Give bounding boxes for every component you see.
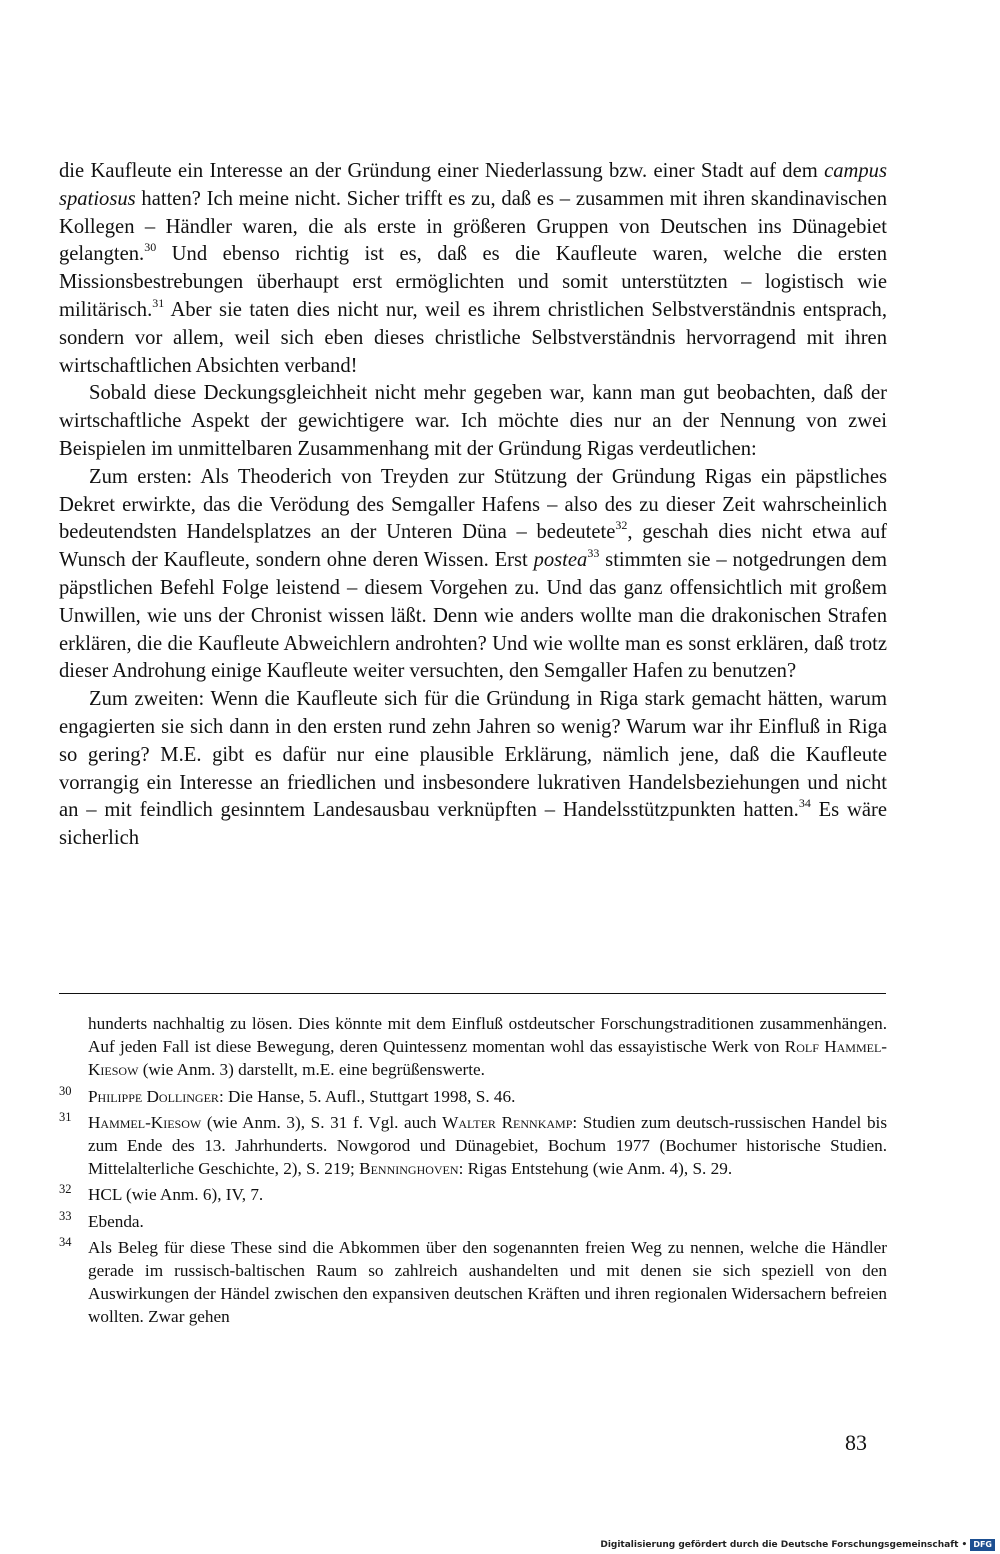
text-segment: Zum ersten: Als Theoderich von Treyden zur Stützung der Gründung Rigas ein päpstliches Dekret erwirkte, das die Verödung des Semgaller Hafens – also des zu dieser Zeit wahrscheinlich bedeutendsten Handelsplatzes an der Unteren Düna – bedeutete [59, 465, 887, 544]
footnote-number: 33 [59, 1208, 72, 1223]
footnote-31 [59, 1111, 887, 1181]
footnote-number: 32 [59, 1182, 72, 1197]
text-segment: HCL (wie Anm. 6), IV, 7. [88, 1185, 264, 1205]
text-segment: Ebenda. [88, 1211, 144, 1231]
footnote-32 [59, 1183, 887, 1206]
italic-term: campus spatiosus [59, 160, 887, 210]
author-name: Rolf Hammel-Kiesow [88, 1037, 887, 1080]
text-segment: Als Beleg für diese These sind die Abkommen über den sogenannten freien Weg zu nennen, welche die Händler gerade im russisch-baltischen Raum so zahlreich aushandelten und mit denen sie sich speziell von den Auswirkungen der Händel zwischen den expansiven deutschen Kräften und ihren regionalen Widersachern befreien wollten. Zwar gehen [88, 1237, 887, 1327]
paragraph-4 [59, 686, 887, 853]
text-segment: : Die Hanse, 5. Aufl., Stuttgart 1998, S. 46. [218, 1086, 516, 1106]
dfg-logo-icon: DFG [970, 1539, 995, 1551]
footnote-ref-32[interactable]: 32 [615, 518, 628, 533]
text-segment: stimmten sie – notgedrungen dem päpstlichen Befehl Folge leistend – diesem Vorgehen zu. Und das ganz offensichtlich mit großem Unwillen, wie uns der Chronist wissen läßt. Denn wie anders wollte man die drakonischen Strafen erklären, die die Kaufleute Abweichlern androhten? Und wie wollte man es sonst erklären, daß trotz dieser Androhung einige Kaufleute weiter versuchten, den Semgaller Hafen zu benutzen? [59, 549, 887, 683]
paragraph-2: Sobald diese Deckungsgleichheit nicht mehr gegeben war, kann man gut beobachten, daß der wirtschaftliche Aspekt der gewichtigere war. Ich möchte dies nur an der Nennung von zwei Beispielen im unmittelbaren Zusammenhang mit der Gründung Rigas verdeutlichen: [59, 382, 887, 460]
footnote-continuation [59, 1012, 887, 1082]
footnote-ref-34[interactable]: 34 [798, 796, 811, 811]
text-segment: Es wäre sicherlich [59, 799, 888, 850]
footnote-divider [59, 993, 886, 994]
paragraph-1 [59, 158, 887, 380]
text-segment: hunderts nachhaltig zu lösen. Dies könnte mit dem Einfluß ostdeutscher Forschungstraditionen zusammenhängen. Auf jeden Fall ist diese Bewegung, deren Quintessenz momentan wohl das essayistische Werk von [88, 1014, 887, 1057]
credit-text: Digitalisierung gefördert durch die Deutsche Forschungsgemeinschaft • [600, 1540, 968, 1550]
author-name: Hammel-Kiesow [88, 1112, 202, 1132]
text-segment: Aber sie taten dies nicht nur, weil es ihrem christlichen Selbstverständnis entsprach, sondern vor allem, weil sich eben dieses christliche Selbstverständnis hervorragend mit ihren wirtschaftlichen Absichten verband! [59, 298, 887, 377]
italic-term: postea [533, 549, 588, 572]
footnote-ref-33[interactable]: 33 [587, 546, 600, 561]
digitization-credit [600, 1539, 995, 1551]
text-segment: die Kaufleute ein Interesse an der Gründung einer Niederlassung bzw. einer Stadt auf dem [59, 160, 825, 182]
footnote-34 [59, 1236, 887, 1329]
footnote-ref-31[interactable]: 31 [152, 295, 165, 310]
paragraph-3 [59, 464, 887, 686]
text-segment: (wie Anm. 3), S. 31 f. Vgl. auch [201, 1112, 443, 1132]
text-segment: hatten? Ich meine nicht. Sicher trifft es zu, daß es – zusammen mit ihren skandinavischen Kollegen – Händler waren, die als erste in größeren Gruppen von Deutschen ins Dünagebiet gelangten. [59, 187, 887, 266]
main-text [59, 158, 887, 853]
footnote-30 [59, 1085, 887, 1108]
footnote-33 [59, 1210, 887, 1233]
footnote-number: 34 [59, 1234, 72, 1249]
footnotes [59, 1012, 887, 1332]
author-name: Benninghoven [359, 1159, 459, 1179]
text-segment: Zum zweiten: Wenn die Kaufleute sich für die Gründung in Riga stark gemacht hätten, warum engagierten sie sich dann in den ersten rund zehn Jahren so wenig? Warum war ihr Einfluß in Riga so gering? M.E. gibt es dafür nur eine plausible Erklärung, nämlich jene, daß die Kaufleute vorrangig ein Interesse an friedlichen und insbesondere lukrativen Handelsbeziehungen und nicht an – mit feindlich gesinntem Landesausbau verknüpften – Handelsstützpunkten hatten. [59, 688, 887, 822]
text-segment: (wie Anm. 3) darstellt, m.E. eine begrüßenswerte. [138, 1060, 485, 1080]
author-name: Walter Rennkamp [442, 1112, 573, 1132]
text-segment: : Rigas Entstehung (wie Anm. 4), S. 29. [458, 1159, 733, 1179]
footnote-number: 31 [59, 1109, 72, 1124]
footnote-number: 30 [59, 1083, 72, 1098]
footnote-ref-30[interactable]: 30 [144, 240, 157, 255]
text-segment: , geschah dies nicht etwa auf Wunsch der Kaufleute, sondern ohne deren Wissen. Erst [59, 521, 887, 572]
author-name: Philippe Dollinger [88, 1086, 219, 1106]
page-number: 83 [845, 1430, 867, 1455]
text-segment: : Studien zum deutsch-russischen Handel bis zum Ende des 13. Jahrhunderts. Nowgorod und Dünagebiet, Bochum 1977 (Bochumer historische Studien. Mittelalterliche Geschichte, 2), S. 219; [88, 1112, 888, 1179]
text-segment: Und ebenso richtig ist es, daß es die Kaufleute waren, welche die ersten Missionsbestrebungen überhaupt erst ermöglichten und somit unterstützten – logistisch wie militärisch. [59, 243, 887, 321]
